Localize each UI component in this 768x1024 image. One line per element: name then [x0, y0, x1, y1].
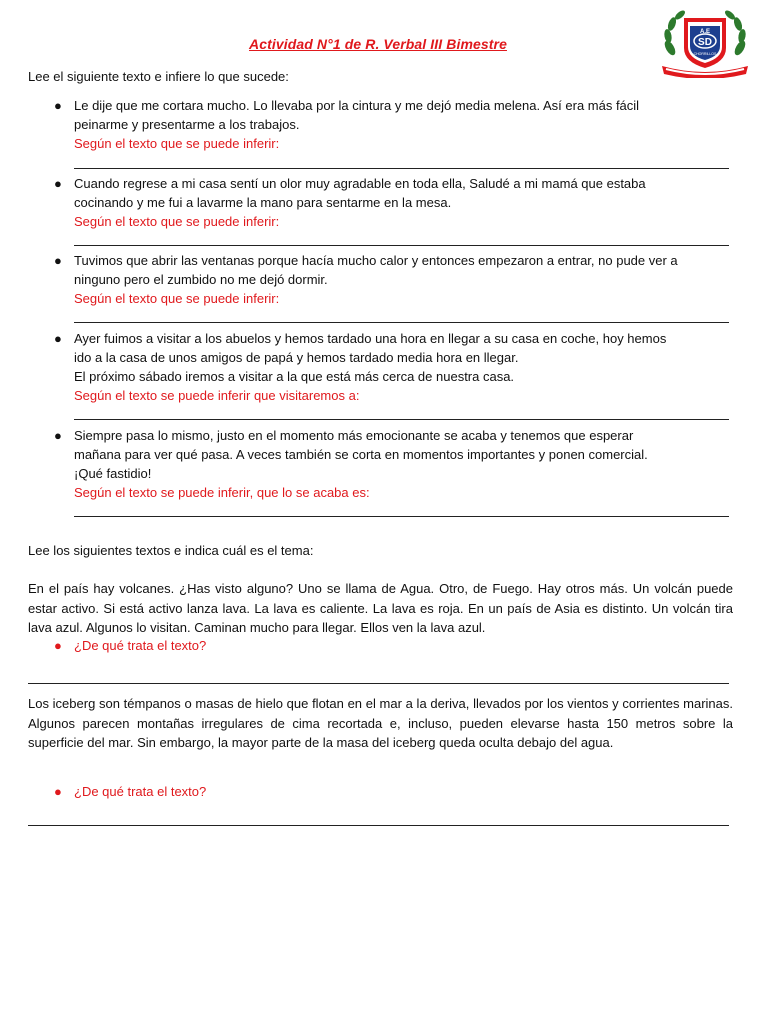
bullet-icon: ● [54, 784, 62, 799]
page-title: Actividad N°1 de R. Verbal III Bimestre [249, 36, 507, 52]
inference-prompt: Según el texto se puede inferir, que lo se acaba es: [74, 485, 370, 500]
list-item: ● Ayer fuimos a visitar a los abuelos y hemos tardado una hora en llegar a su casa en coche, hoy hemos ido a la casa de unos amigos de papá y hemos tardado media hora en llegar. El próximo sábado iremos a visitar a la que está más cerca de nuestra casa. Según el texto se puede inferir que visitaremos a: [28, 329, 733, 405]
bullet-icon: ● [54, 253, 62, 268]
bullet-icon: ● [54, 98, 62, 113]
svg-text:SD: SD [698, 37, 712, 48]
answer-line[interactable] [74, 322, 729, 323]
bullet-icon: ● [54, 428, 62, 443]
list-item: ● Le dije que me cortara mucho. Lo llevaba por la cintura y me dejó media melena. Así era más fácil peinarme y presentarme a los trabajos. Según el texto que se puede inferir: [28, 96, 733, 153]
answer-line[interactable] [28, 683, 729, 684]
list-item: ● Siempre pasa lo mismo, justo en el momento más emocionante se acaba y tenemos que esperar mañana para ver qué pasa. A veces también se corta en momentos importantes y ponen comercial. ¡Qué fastidio! Según el texto se puede inferir, que lo se acaba es: [28, 426, 733, 502]
answer-line[interactable] [74, 419, 729, 420]
bullet-icon: ● [54, 176, 62, 191]
reading-text-volcanes: En el país hay volcanes. ¿Has visto alguno? Uno se llama de Agua. Otro, de Fuego. Hay otros más. Un volcán puede estar activo. Si está activo lanza lava. La lava es caliente. La lava es roja. En un país de Asia es distinto. Un volcán tira lava azul. Algunos lo visitan. Caminan mucho para llegar. Ellos ven la lava azul. [28, 581, 733, 635]
school-crest-logo [660, 8, 750, 78]
answer-line[interactable] [74, 168, 729, 169]
answer-line[interactable] [28, 825, 729, 826]
list-item: ● Tuvimos que abrir las ventanas porque hacía mucho calor y entonces empezaron a entrar, no pude ver a ninguno pero el zumbido no me dejó dormir. Según el texto que se puede inferir: [28, 251, 733, 308]
inference-prompt: Según el texto que se puede inferir: [74, 291, 280, 306]
inference-prompt: Según el texto que se puede inferir: [74, 136, 280, 151]
list-item: ● Cuando regrese a mi casa sentí un olor muy agradable en toda ella, Saludé a mi mamá que estaba cocinando y me fui a lavarme la mano para sentarme en la mesa. Según el texto que se puede inferir: [28, 174, 733, 231]
answer-line[interactable] [74, 245, 729, 246]
reading-text-iceberg: Los iceberg son témpanos o masas de hielo que flotan en el mar a la deriva, llevados por los vientos y corrientes marinas. Algunos parecen montañas irregulares de cima recortada e, incluso, pueden elevarse hasta 150 metros sobre la superficie del mar. Sin embargo, la mayor parte de la masa del iceberg queda oculta debajo del agua. [28, 696, 733, 750]
instruction-theme: Lee los siguientes textos e indica cuál es el tema: [28, 543, 314, 558]
bullet-icon: ● [54, 331, 62, 346]
inference-prompt: Según el texto se puede inferir que visitaremos a: [74, 388, 360, 403]
worksheet-page: Actividad N°1 de R. Verbal III Bimestre A.E SD CHORRILLOS Lee el siguiente texto e infiere lo que sucede: ● Le dije que me cortara mucho. Lo llevaba por la cintura y me dejó media melena. Así era más fácil peinarme y presentarme a los trabajos. Según el texto que se puede inferir: ● Cuando regrese a mi casa sentí un olor muy agradable en toda ella, Saludé a mi mamá que estaba cocinando y me fui a lavarme la mano para sentarme en la mesa. Según el texto que se puede inferir: ● Tuvimos que abrir las ventanas porque hacía mucho calor y entonces empezaron a entrar, no pude ver a ninguno pero el zumbido no me dejó dormir. Según el texto que se puede inferir: ● Ayer fuimos a visitar a los abuelos y hemos tardado una hora en llegar a su casa en coche, hoy hemos ido a la casa de unos amigos de papá y hemos tardado media hora en llegar. El próximo sábado iremos a visitar a la que está más cerca de nuestra casa. Según el texto se puede inferir que visitaremos a: ● Siempre pasa lo mismo, justo en el momento más emocionante se acaba y tenemos que esperar mañana para ver qué pasa. A veces también se corta en momentos importantes y ponen comercial. ¡Qué fastidio! Según el texto se puede inferir, que lo se acaba es: Lee los siguientes textos e indica cuál es el tema: En el país hay volcanes. ¿Has visto alguno? Uno se llama de Agua. Otro, de Fuego. Hay otros más. Un volcán puede estar activo. Si está activo lanza lava. La lava es caliente. La lava es roja. En un país de Asia es distinto. Un volcán tira lava azul. Algunos lo visitan. Caminan mucho para llegar. Ellos ven la lava azul. ● ¿De qué trata el texto? Los iceberg son témpanos o masas de hielo que flotan en el mar a la deriva, llevados por los vientos y corrientes marinas. Algunos parecen montañas irregulares de cima recortada e, incluso, pueden elevarse hasta 150 metros sobre la superficie del mar. Sin embargo, la mayor parte de la masa del iceberg queda oculta debajo del agua. ● ¿De qué trata el texto? [0, 0, 768, 1024]
instruction-infer: Lee el siguiente texto e infiere lo que sucede: [28, 69, 289, 84]
svg-text:A.E: A.E [699, 29, 711, 35]
answer-line[interactable] [74, 516, 729, 517]
svg-text:CHORRILLOS: CHORRILLOS [693, 52, 717, 56]
inference-prompt: Según el texto que se puede inferir: [74, 214, 280, 229]
bullet-icon: ● [54, 638, 62, 653]
